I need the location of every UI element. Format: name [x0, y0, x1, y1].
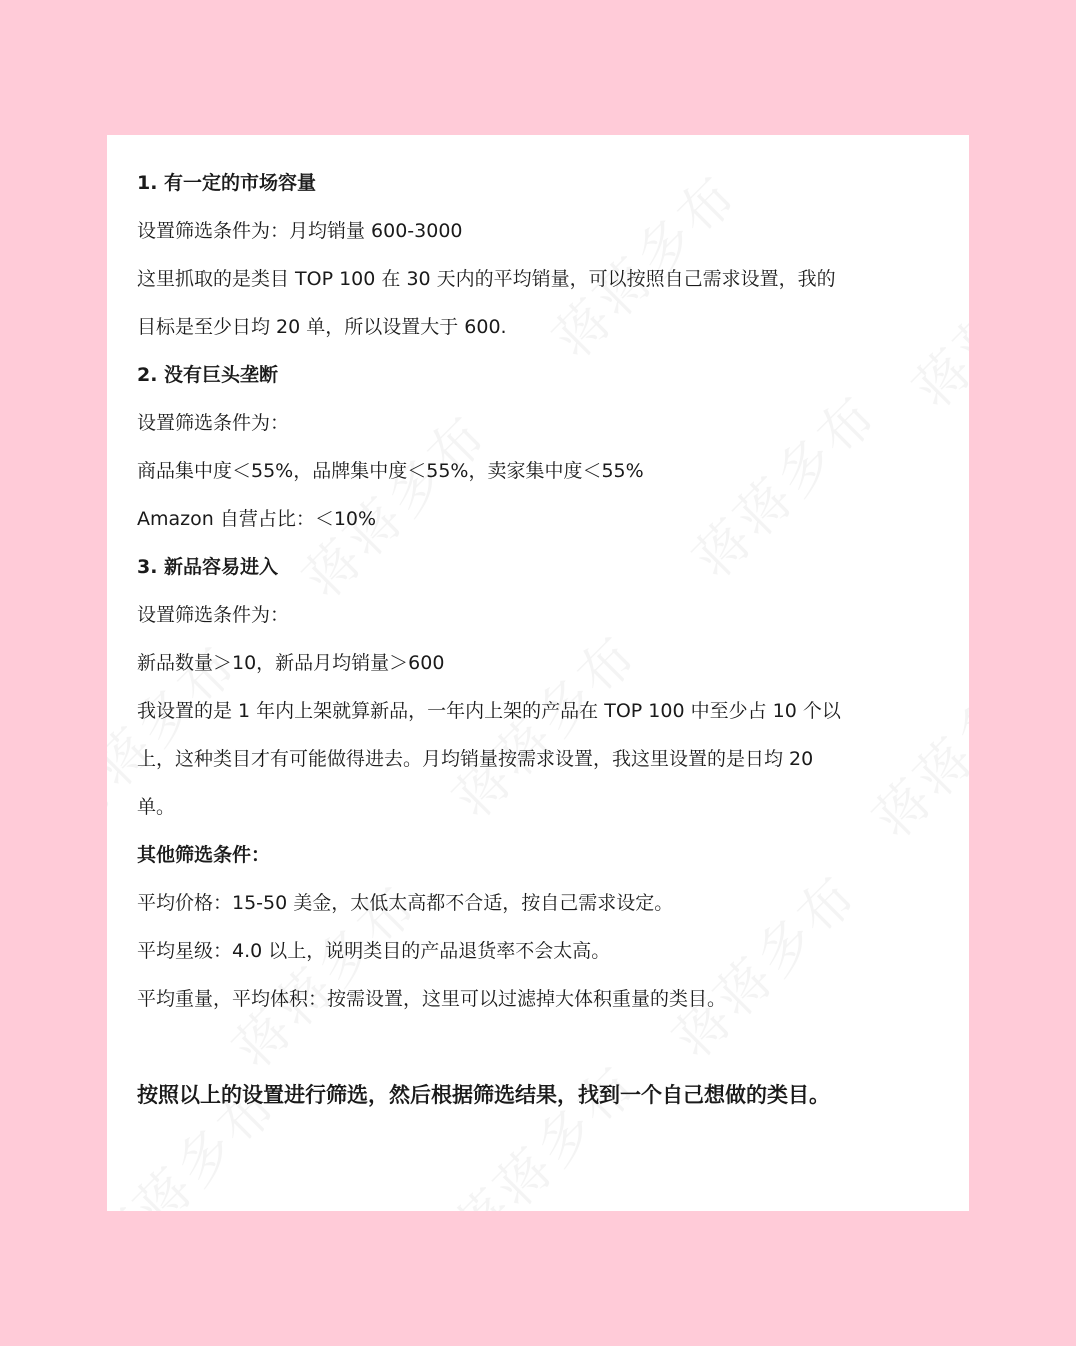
conclusion-line: 按照以上的设置进行筛选，然后根据筛选结果，找到一个自己想做的类目。	[137, 1083, 830, 1107]
text-line: 商品集中度＜55%，品牌集中度＜55%，卖家集中度＜55%	[137, 460, 644, 482]
text-line: 设置筛选条件为：	[137, 604, 290, 626]
watermark	[434, 1044, 652, 1211]
text-line: 新品数量＞10，新品月均销量＞600	[137, 652, 445, 674]
watermark	[674, 374, 892, 592]
text-line: 平均星级：4.0 以上，说明类目的产品退货率不会太高。	[137, 940, 611, 962]
text-line: 设置筛选条件为：	[137, 412, 290, 434]
text-line: 这里抓取的是类目 TOP 100 在 30 天内的平均销量，可以按照自己需求设置，我的	[137, 268, 836, 290]
text-line: Amazon 自营占比：＜10%	[137, 508, 377, 530]
watermark	[434, 614, 652, 832]
text-line: 设置筛选条件为：月均销量 600-3000	[137, 220, 463, 242]
watermark	[854, 634, 969, 852]
watermark	[654, 854, 872, 1072]
watermark	[894, 204, 969, 422]
text-line: 目标是至少日均 20 单，所以设置大于 600.	[137, 316, 507, 338]
section-heading-other: 其他筛选条件：	[137, 844, 271, 866]
text-line: 单。	[137, 796, 176, 818]
section-heading-2: 2. 没有巨头垄断	[137, 364, 279, 386]
section-heading-1: 1. 有一定的市场容量	[137, 172, 317, 194]
text-line: 平均价格：15-50 美金，太低太高都不合适，按自己需求设定。	[137, 892, 674, 914]
watermark	[534, 154, 752, 372]
section-heading-3: 3. 新品容易进入	[137, 556, 279, 578]
text-line: 上，这种类目才有可能做得进去。月均销量按需求设置，我这里设置的是日均 20	[137, 748, 814, 770]
watermark	[284, 394, 502, 612]
document-card	[107, 135, 969, 1211]
text-line: 我设置的是 1 年内上架就算新品，一年内上架的产品在 TOP 100 中至少占 10 个以	[137, 700, 841, 722]
text-line: 平均重量，平均体积：按需设置，这里可以过滤掉大体积重量的类目。	[137, 988, 727, 1010]
